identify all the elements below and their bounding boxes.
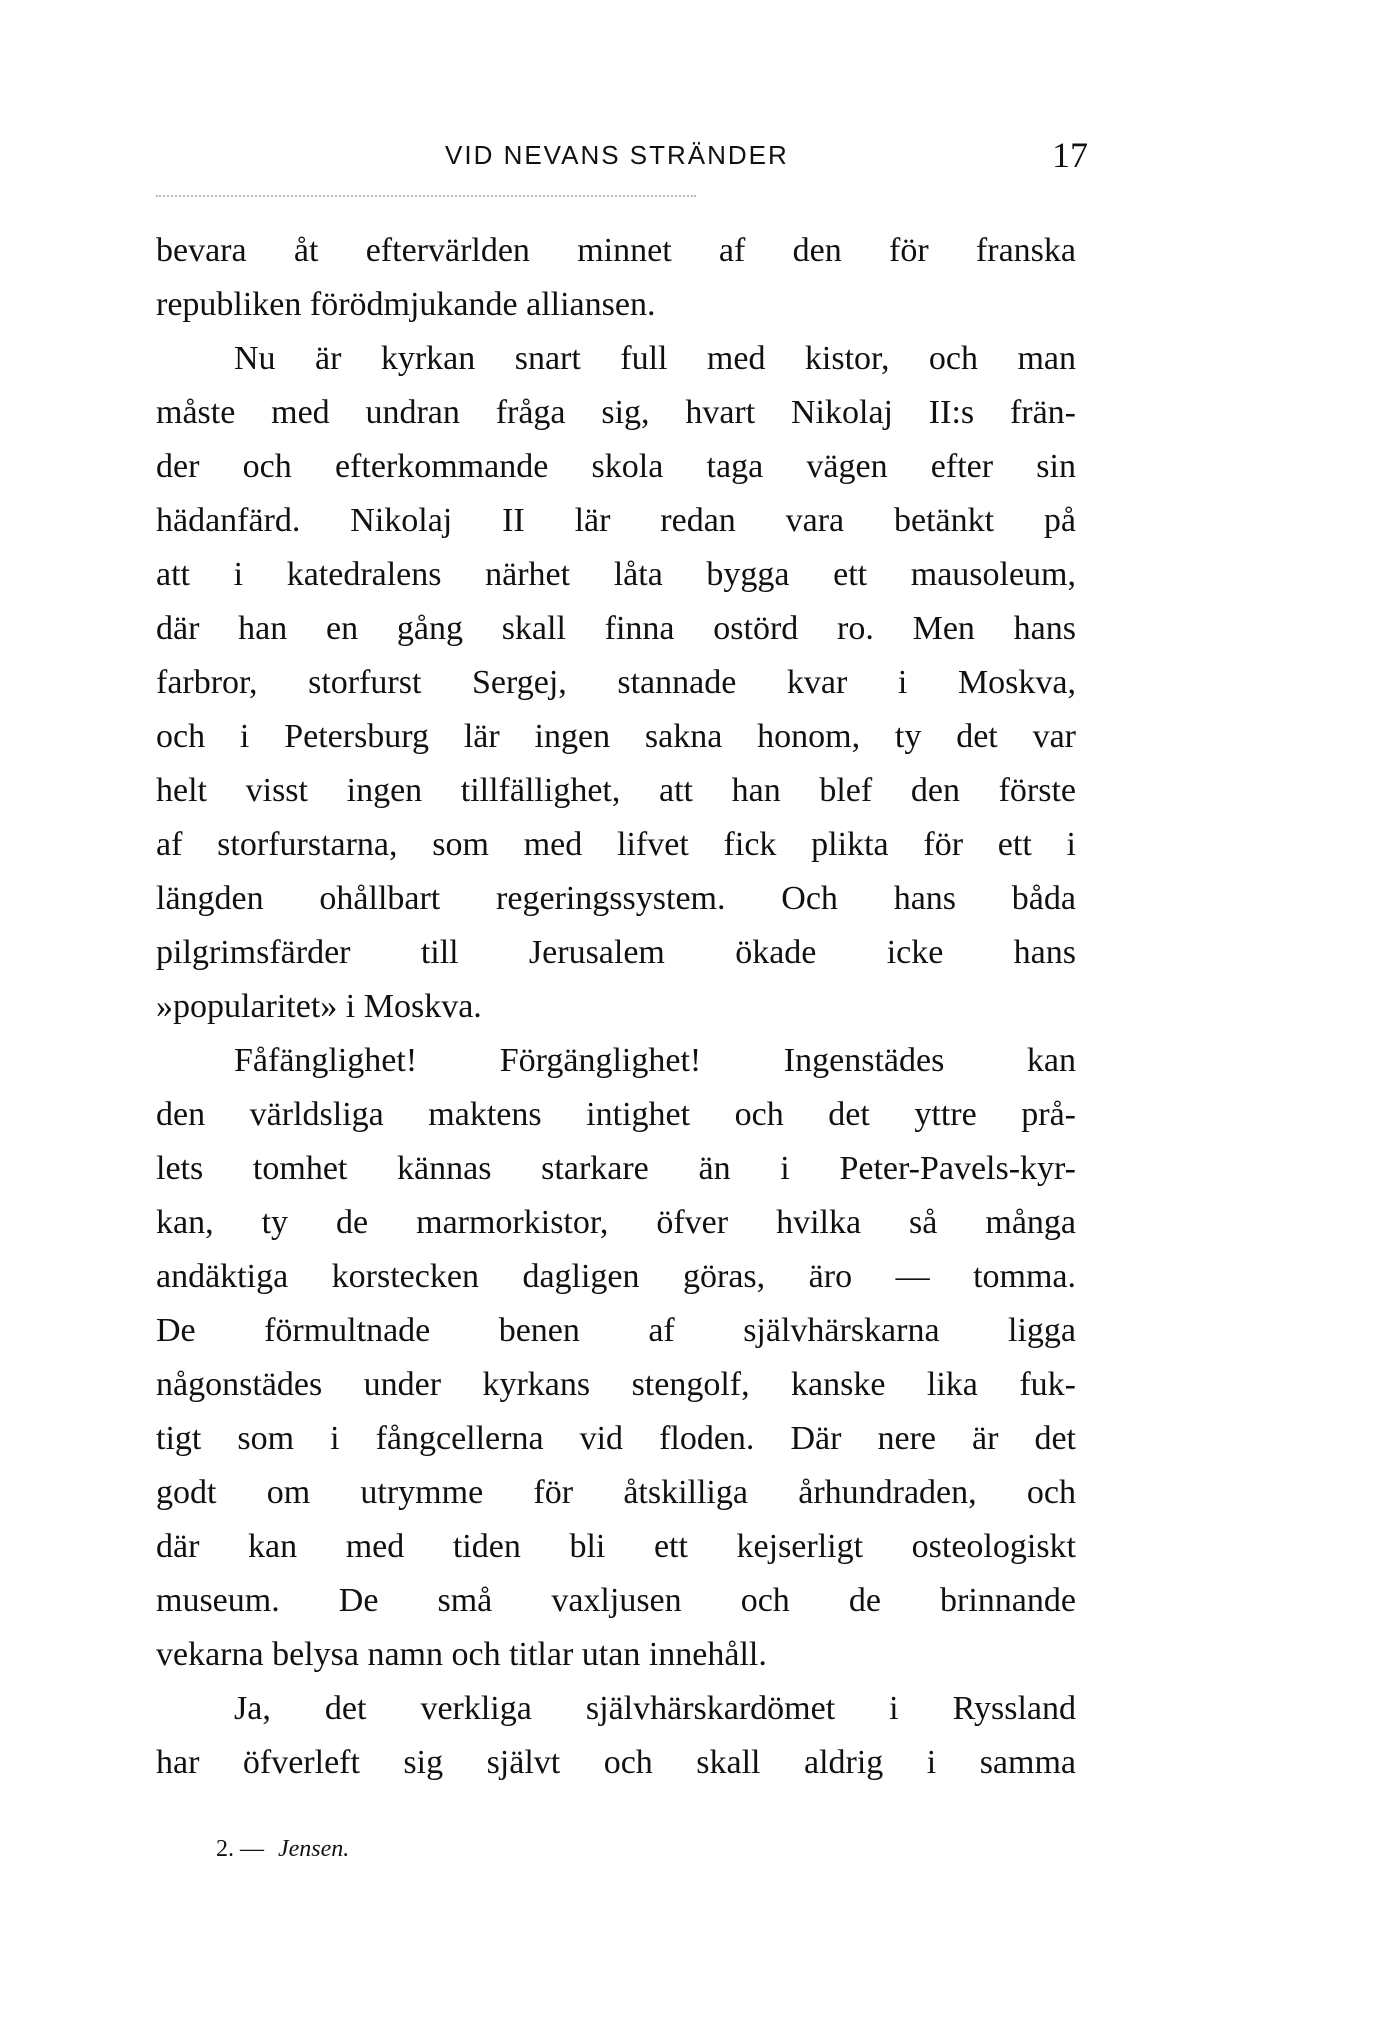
text-line: republiken förödmjukande alliansen.	[156, 286, 656, 323]
text-line: Ja, det verkliga självhärskardömet i Ryssland	[234, 1690, 1076, 1727]
header-rule	[156, 195, 696, 197]
text-line: har öfverleft sig självt och skall aldrig i samma	[156, 1744, 1076, 1781]
text-line: godt om utrymme för åtskilliga århundraden, och	[156, 1474, 1076, 1511]
text-line: kan, ty de marmorkistor, öfver hvilka så många	[156, 1204, 1076, 1241]
text-line: längden ohållbart regeringssystem. Och hans båda	[156, 880, 1076, 917]
text-line: måste med undran fråga sig, hvart Nikolaj II:s frän-	[156, 394, 1076, 431]
signature-author: Jensen.	[278, 1836, 350, 1862]
text-line: där han en gång skall finna ostörd ro. Men hans	[156, 610, 1076, 647]
text-line: Nu är kyrkan snart full med kistor, och man	[234, 340, 1076, 377]
text-line: »popularitet» i Moskva.	[156, 988, 482, 1025]
text-line: pilgrimsfärder till Jerusalem ökade icke hans	[156, 934, 1076, 971]
text-line: tigt som i fångcellerna vid floden. Där nere är det	[156, 1420, 1076, 1457]
text-line: hädanfärd. Nikolaj II lär redan vara betänkt på	[156, 502, 1076, 539]
page-number: 17	[1052, 135, 1088, 175]
text-line: andäktiga korstecken dagligen göras, äro — tomma.	[156, 1258, 1076, 1295]
text-line: den världsliga maktens intighet och det yttre prå-	[156, 1096, 1076, 1133]
text-line: der och efterkommande skola taga vägen efter sin	[156, 448, 1076, 485]
text-line: farbror, storfurst Sergej, stannade kvar i Moskva,	[156, 664, 1076, 701]
body-text	[156, 224, 1076, 1790]
text-line: museum. De små vaxljusen och de brinnande	[156, 1582, 1076, 1619]
text-line: helt visst ingen tillfällighet, att han blef den förste	[156, 772, 1076, 809]
printer-signature	[216, 1836, 349, 1863]
text-line: Fåfänglighet! Förgänglighet! Ingenstädes kan	[234, 1042, 1076, 1079]
text-line: att i katedralens närhet låta bygga ett mausoleum,	[156, 556, 1076, 593]
text-line: någonstädes under kyrkans stengolf, kanske lika fuk-	[156, 1366, 1076, 1403]
text-line: där kan med tiden bli ett kejserligt osteologiskt	[156, 1528, 1076, 1565]
text-line: bevara åt eftervärlden minnet af den för franska	[156, 232, 1076, 269]
text-line: af storfurstarna, som med lifvet fick plikta för ett i	[156, 826, 1076, 863]
text-line: och i Petersburg lär ingen sakna honom, ty det var	[156, 718, 1076, 755]
text-line: vekarna belysa namn och titlar utan innehåll.	[156, 1636, 767, 1673]
text-line: lets tomhet kännas starkare än i Peter-Pavels-kyr-	[156, 1150, 1076, 1187]
running-head: VID NEVANS STRÄNDER	[445, 140, 789, 170]
signature-number: 2. —	[216, 1836, 264, 1862]
text-line: De förmultnade benen af självhärskarna ligga	[156, 1312, 1076, 1349]
